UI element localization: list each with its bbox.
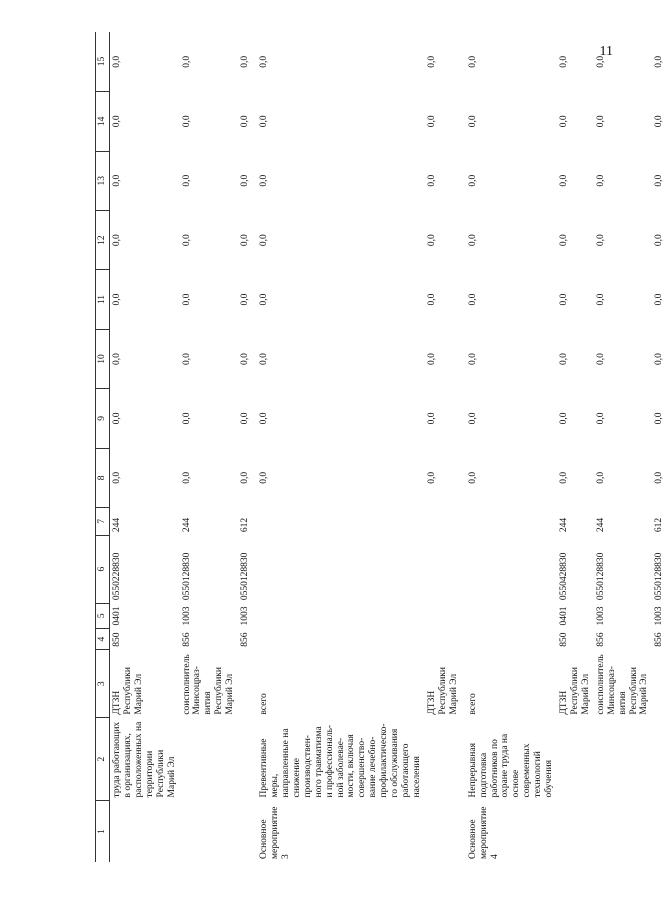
- section-cell: 1003: [595, 606, 606, 626]
- value-cell: 0,0: [259, 353, 270, 365]
- column-header: 6: [96, 535, 110, 603]
- event-cell: [180, 800, 239, 862]
- value-cell: 0,0: [181, 353, 192, 365]
- value-cell: 0,0: [559, 174, 570, 187]
- value-cell: 0,0: [654, 293, 665, 306]
- csr-cell: 0550128830: [595, 552, 606, 601]
- column-header: 1: [96, 800, 110, 862]
- column-header: 12: [96, 210, 110, 269]
- value-cell: 0,0: [181, 293, 192, 306]
- section-cell: [425, 603, 462, 628]
- title-cell: [594, 718, 653, 801]
- value-cell: 0,0: [181, 234, 192, 247]
- title-cell: [180, 718, 239, 801]
- value-cell: 0,0: [112, 115, 122, 128]
- table-row: [110, 32, 180, 862]
- value-cell: 0,0: [240, 353, 251, 365]
- event-cell: [594, 800, 653, 862]
- csr-cell: 0550128830: [181, 552, 192, 601]
- title-cell: Непрерывная подготовка работников по охране труда на основе современных технологий обучения: [467, 733, 555, 798]
- value-cell: 0,0: [259, 115, 270, 128]
- value-cell: 0,0: [426, 293, 437, 306]
- section-cell: 1003: [654, 606, 665, 626]
- vr-cell: [462, 508, 557, 536]
- column-header: 4: [96, 629, 110, 650]
- table-row: [253, 32, 425, 862]
- title-cell: Превентивные меры, направленные на снижение производствен-ного травматизма и профессиональ-ной заболевае-мости, включая совершенство-вание лечебно-профилактическо-го обслуживания работающего населения: [259, 723, 422, 798]
- section-cell: [462, 603, 557, 628]
- value-cell: 0,0: [426, 55, 437, 68]
- value-cell: 0,0: [112, 55, 122, 68]
- column-header: 15: [96, 32, 110, 92]
- grbs-cell: [425, 629, 462, 650]
- value-cell: 0,0: [595, 293, 606, 306]
- value-cell: 0,0: [467, 115, 478, 128]
- value-cell: 0,0: [112, 234, 122, 247]
- value-cell: 0,0: [426, 471, 437, 484]
- csr-cell: 0550128830: [240, 552, 251, 601]
- value-cell: 0,0: [559, 293, 570, 306]
- vr-cell: 612: [240, 517, 251, 533]
- csr-cell: [425, 535, 462, 603]
- grbs-cell: 850: [559, 632, 570, 647]
- executor-cell: [238, 650, 253, 718]
- value-cell: 0,0: [112, 471, 122, 484]
- value-cell: 0,0: [654, 412, 665, 425]
- value-cell: 0,0: [595, 174, 606, 187]
- value-cell: 0,0: [467, 293, 478, 306]
- vr-cell: 244: [559, 517, 570, 533]
- value-cell: 0,0: [426, 115, 437, 128]
- value-cell: 0,0: [112, 412, 122, 425]
- table-row: [652, 32, 667, 862]
- value-cell: 0,0: [112, 353, 122, 365]
- value-cell: 0,0: [240, 174, 251, 187]
- value-cell: 0,0: [467, 412, 478, 425]
- table-row: [594, 32, 653, 862]
- table-row: [180, 32, 239, 862]
- value-cell: 0,0: [240, 293, 251, 306]
- value-cell: 0,0: [426, 412, 437, 425]
- value-cell: 0,0: [467, 174, 478, 187]
- table-row: [425, 32, 462, 862]
- table-row: [238, 32, 253, 862]
- vr-cell: 244: [181, 517, 192, 533]
- title-cell: [652, 718, 667, 801]
- event-cell: [652, 800, 667, 862]
- value-cell: 0,0: [240, 471, 251, 484]
- table-row: [557, 32, 594, 862]
- value-cell: 0,0: [654, 353, 665, 365]
- section-cell: 0401: [559, 606, 570, 626]
- value-cell: 0,0: [559, 234, 570, 247]
- value-cell: 0,0: [240, 234, 251, 247]
- grbs-cell: 850: [112, 632, 122, 647]
- value-cell: 0,0: [259, 55, 270, 68]
- column-header: 14: [96, 92, 110, 151]
- section-cell: 0401: [112, 606, 122, 626]
- title-cell: [557, 718, 594, 801]
- value-cell: 0,0: [595, 234, 606, 247]
- value-cell: 0,0: [181, 412, 192, 425]
- csr-cell: [462, 535, 557, 603]
- executor-cell: ДТЗН Республики Марий Эл: [112, 667, 144, 715]
- column-header: 2: [96, 718, 110, 801]
- column-header: 10: [96, 329, 110, 388]
- value-cell: 0,0: [467, 471, 478, 484]
- executor-cell: соисполнитель Минсоцраз-вития Республики Марий Эл: [595, 654, 650, 715]
- event-cell: [238, 800, 253, 862]
- title-cell: [238, 718, 253, 801]
- column-header: 7: [96, 508, 110, 536]
- value-cell: 0,0: [595, 115, 606, 128]
- value-cell: 0,0: [654, 471, 665, 484]
- grbs-cell: [253, 629, 425, 650]
- event-cell: Основное мероприятие 4: [467, 806, 500, 859]
- value-cell: 0,0: [181, 55, 192, 68]
- executor-cell: ДТЗН Республики Марий Эл: [559, 667, 591, 715]
- event-cell: [110, 800, 180, 862]
- value-cell: 0,0: [559, 55, 570, 68]
- column-header: 13: [96, 151, 110, 210]
- value-cell: 0,0: [595, 353, 606, 365]
- value-cell: 0,0: [654, 115, 665, 128]
- value-cell: 0,0: [654, 55, 665, 68]
- value-cell: 0,0: [559, 115, 570, 128]
- executor-cell: всего: [467, 693, 478, 715]
- table-row: [462, 32, 557, 862]
- value-cell: 0,0: [259, 471, 270, 484]
- executor-cell: [652, 650, 667, 718]
- section-cell: [253, 603, 425, 628]
- value-cell: 0,0: [181, 471, 192, 484]
- page-number: 11: [599, 44, 613, 59]
- value-cell: 0,0: [467, 55, 478, 68]
- vr-cell: [425, 508, 462, 536]
- value-cell: 0,0: [259, 412, 270, 425]
- column-header: 8: [96, 448, 110, 507]
- executor-cell: всего: [259, 693, 270, 715]
- section-cell: 1003: [181, 606, 192, 626]
- csr-cell: 0550128830: [654, 552, 665, 601]
- value-cell: 0,0: [240, 115, 251, 128]
- title-cell: [425, 718, 462, 801]
- value-cell: 0,0: [259, 234, 270, 247]
- value-cell: 0,0: [559, 471, 570, 484]
- value-cell: 0,0: [112, 174, 122, 187]
- grbs-cell: 856: [595, 632, 606, 647]
- value-cell: 0,0: [426, 353, 437, 365]
- executor-cell: соисполнитель Минсоцраз-вития Республики Марий Эл: [181, 654, 236, 715]
- vr-cell: [253, 508, 425, 536]
- value-cell: 0,0: [240, 55, 251, 68]
- header-row: [96, 32, 110, 862]
- value-cell: 0,0: [426, 234, 437, 247]
- csr-cell: 0550228830: [112, 552, 122, 601]
- vr-cell: 612: [654, 517, 665, 533]
- grbs-cell: 856: [654, 632, 665, 647]
- event-cell: [425, 800, 462, 862]
- value-cell: 0,0: [654, 174, 665, 187]
- value-cell: 0,0: [595, 471, 606, 484]
- section-cell: 1003: [240, 606, 251, 626]
- value-cell: 0,0: [426, 174, 437, 187]
- column-header: 9: [96, 389, 110, 448]
- value-cell: 0,0: [259, 293, 270, 306]
- value-cell: 0,0: [467, 234, 478, 247]
- value-cell: 0,0: [559, 353, 570, 365]
- value-cell: 0,0: [181, 174, 192, 187]
- executor-cell: ДТЗН Республики Марий Эл: [426, 667, 459, 715]
- value-cell: 0,0: [240, 412, 251, 425]
- value-cell: 0,0: [467, 353, 478, 365]
- value-cell: 0,0: [112, 293, 122, 306]
- csr-cell: [253, 535, 425, 603]
- value-cell: 0,0: [181, 115, 192, 128]
- rotated-table-wrapper: [95, 32, 665, 862]
- grbs-cell: 856: [181, 632, 192, 647]
- column-header: 5: [96, 603, 110, 628]
- value-cell: 0,0: [654, 234, 665, 247]
- event-cell: [557, 800, 594, 862]
- title-cell: труда работающих в организациях, расположенных на территории Республики Марий Эл: [112, 721, 177, 798]
- grbs-cell: 856: [240, 632, 251, 647]
- value-cell: 0,0: [595, 412, 606, 425]
- vr-cell: 244: [595, 517, 606, 533]
- table-body: [110, 32, 667, 862]
- value-cell: 0,0: [595, 55, 606, 68]
- vr-cell: 244: [112, 517, 122, 533]
- value-cell: 0,0: [559, 412, 570, 425]
- csr-cell: 0550428830: [559, 552, 570, 601]
- grbs-cell: [462, 629, 557, 650]
- value-cell: 0,0: [259, 174, 270, 187]
- column-header: 3: [96, 650, 110, 718]
- program-table: [95, 32, 667, 862]
- event-cell: Основное мероприятие 3: [259, 806, 291, 859]
- column-header: 11: [96, 270, 110, 329]
